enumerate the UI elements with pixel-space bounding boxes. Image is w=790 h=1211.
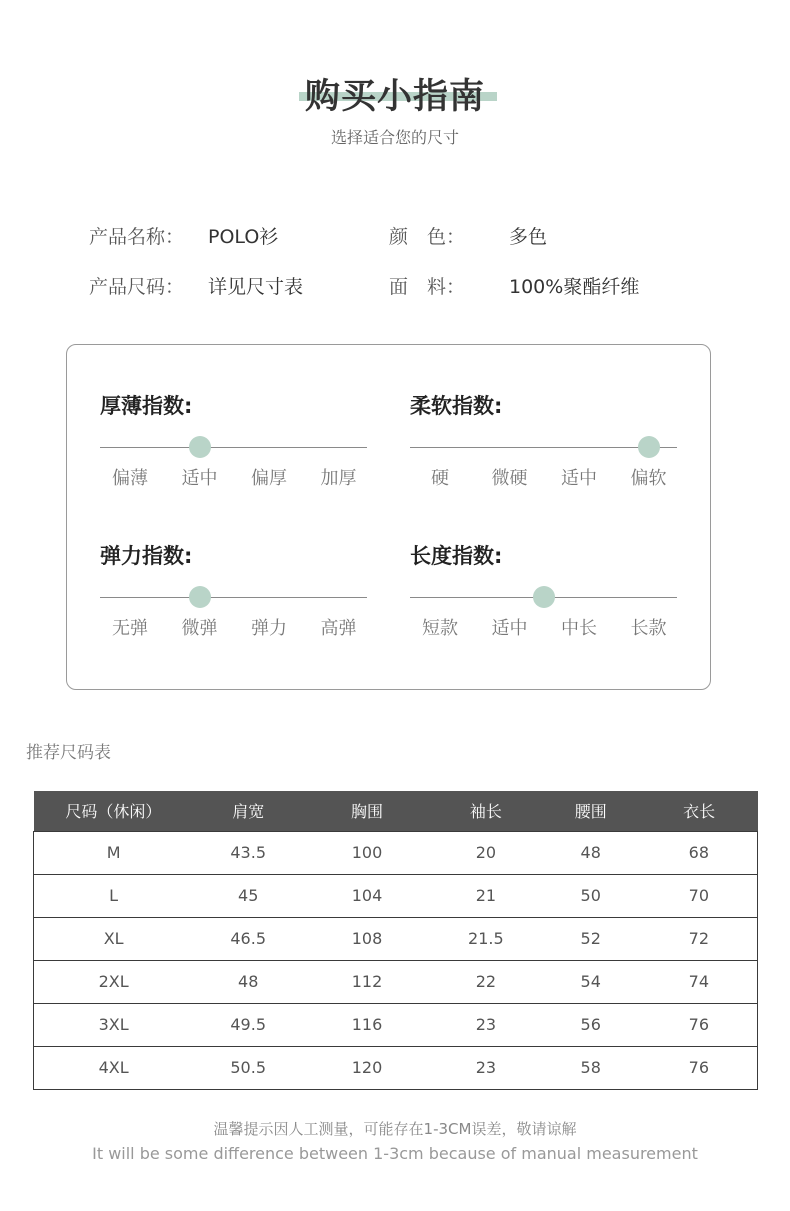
page-title: 购买小指南	[304, 77, 485, 117]
table-cell: 52	[541, 917, 641, 960]
softness-index-title: 柔软指数:	[410, 394, 503, 418]
table-row	[34, 1003, 758, 1046]
table-cell: 45	[193, 874, 303, 917]
table-row	[34, 874, 758, 917]
table-cell: 72	[641, 917, 758, 960]
table-cell: M	[34, 831, 194, 874]
color-label: 颜 色：	[389, 226, 466, 248]
column-header: 肩宽	[193, 791, 303, 831]
fabric-index-card	[66, 344, 711, 690]
thickness-scale-dot	[189, 436, 211, 458]
column-header: 衣长	[641, 791, 758, 831]
length-label: 中长	[561, 618, 597, 639]
elasticity-label: 微弹	[181, 618, 218, 639]
measurement-note-en: It will be some difference between 1-3cm because of manual measurement	[92, 1144, 698, 1163]
table-cell: L	[34, 874, 194, 917]
table-cell: 23	[431, 1046, 541, 1089]
column-header: 腰围	[541, 791, 641, 831]
table-cell: 43.5	[193, 831, 303, 874]
elasticity-index-title: 弹力指数:	[100, 544, 193, 568]
table-row	[34, 831, 758, 874]
thickness-label: 适中	[181, 468, 218, 489]
color-value: 多色	[509, 226, 548, 248]
page-subtitle: 选择适合您的尺寸	[330, 128, 459, 147]
product-name-value: POLO衫	[208, 226, 279, 248]
softness-label: 微硬	[491, 468, 528, 489]
table-cell: 3XL	[34, 1003, 194, 1046]
softness-label: 适中	[561, 468, 597, 489]
table-row	[34, 917, 758, 960]
column-header: 尺码（休闲）	[34, 791, 194, 831]
length-index-title: 长度指数:	[410, 544, 503, 568]
length-label: 短款	[422, 618, 458, 639]
thickness-index-title: 厚薄指数:	[100, 394, 193, 418]
thickness-scale-line	[100, 447, 367, 448]
elasticity-label: 弹力	[251, 618, 287, 639]
table-cell: 46.5	[193, 917, 303, 960]
table-cell: 76	[641, 1003, 758, 1046]
table-cell: 120	[303, 1046, 431, 1089]
column-header: 胸围	[303, 791, 431, 831]
elasticity-label: 高弹	[320, 618, 357, 639]
column-header: 袖长	[431, 791, 541, 831]
softness-scale-dot	[638, 436, 660, 458]
softness-scale-line	[410, 447, 677, 448]
table-row	[34, 1046, 758, 1089]
product-size-label: 产品尺码：	[89, 276, 185, 298]
table-row	[34, 960, 758, 1003]
guide-header	[0, 74, 790, 124]
measurement-note-cn: 温馨提示因人工测量，可能存在1-3CM误差，敬请谅解	[213, 1120, 577, 1138]
softness-label: 偏软	[630, 468, 667, 489]
length-label: 长款	[630, 618, 667, 639]
table-cell: 100	[303, 831, 431, 874]
table-cell: 112	[303, 960, 431, 1003]
table-cell: 2XL	[34, 960, 194, 1003]
fabric-label: 面 料：	[389, 276, 466, 298]
table-cell: 21	[431, 874, 541, 917]
table-cell: 58	[541, 1046, 641, 1089]
thickness-label: 偏薄	[112, 468, 148, 489]
product-name-label: 产品名称：	[89, 226, 185, 248]
table-cell: 49.5	[193, 1003, 303, 1046]
softness-label: 硬	[431, 468, 449, 489]
table-cell: 50	[541, 874, 641, 917]
table-cell: 108	[303, 917, 431, 960]
table-cell: 68	[641, 831, 758, 874]
table-cell: 104	[303, 874, 431, 917]
table-cell: 48	[193, 960, 303, 1003]
table-cell: 76	[641, 1046, 758, 1089]
size-table	[33, 791, 758, 1090]
table-cell: XL	[34, 917, 194, 960]
table-cell: 116	[303, 1003, 431, 1046]
thickness-label: 偏厚	[251, 468, 287, 489]
elasticity-scale-line	[100, 597, 367, 598]
table-cell: 48	[541, 831, 641, 874]
table-cell: 70	[641, 874, 758, 917]
table-cell: 74	[641, 960, 758, 1003]
table-header-row	[34, 791, 758, 831]
table-cell: 54	[541, 960, 641, 1003]
fabric-value: 100%聚酯纤维	[509, 276, 640, 298]
table-cell: 22	[431, 960, 541, 1003]
elasticity-scale-dot	[189, 586, 211, 608]
table-cell: 23	[431, 1003, 541, 1046]
size-table-title: 推荐尺码表	[26, 743, 111, 763]
table-cell: 20	[431, 831, 541, 874]
table-cell: 50.5	[193, 1046, 303, 1089]
table-cell: 4XL	[34, 1046, 194, 1089]
product-size-value: 详见尺寸表	[208, 276, 304, 298]
length-label: 适中	[491, 618, 528, 639]
elasticity-label: 无弹	[112, 618, 148, 639]
length-scale-dot	[533, 586, 555, 608]
thickness-label: 加厚	[320, 468, 357, 489]
table-cell: 56	[541, 1003, 641, 1046]
table-cell: 21.5	[431, 917, 541, 960]
